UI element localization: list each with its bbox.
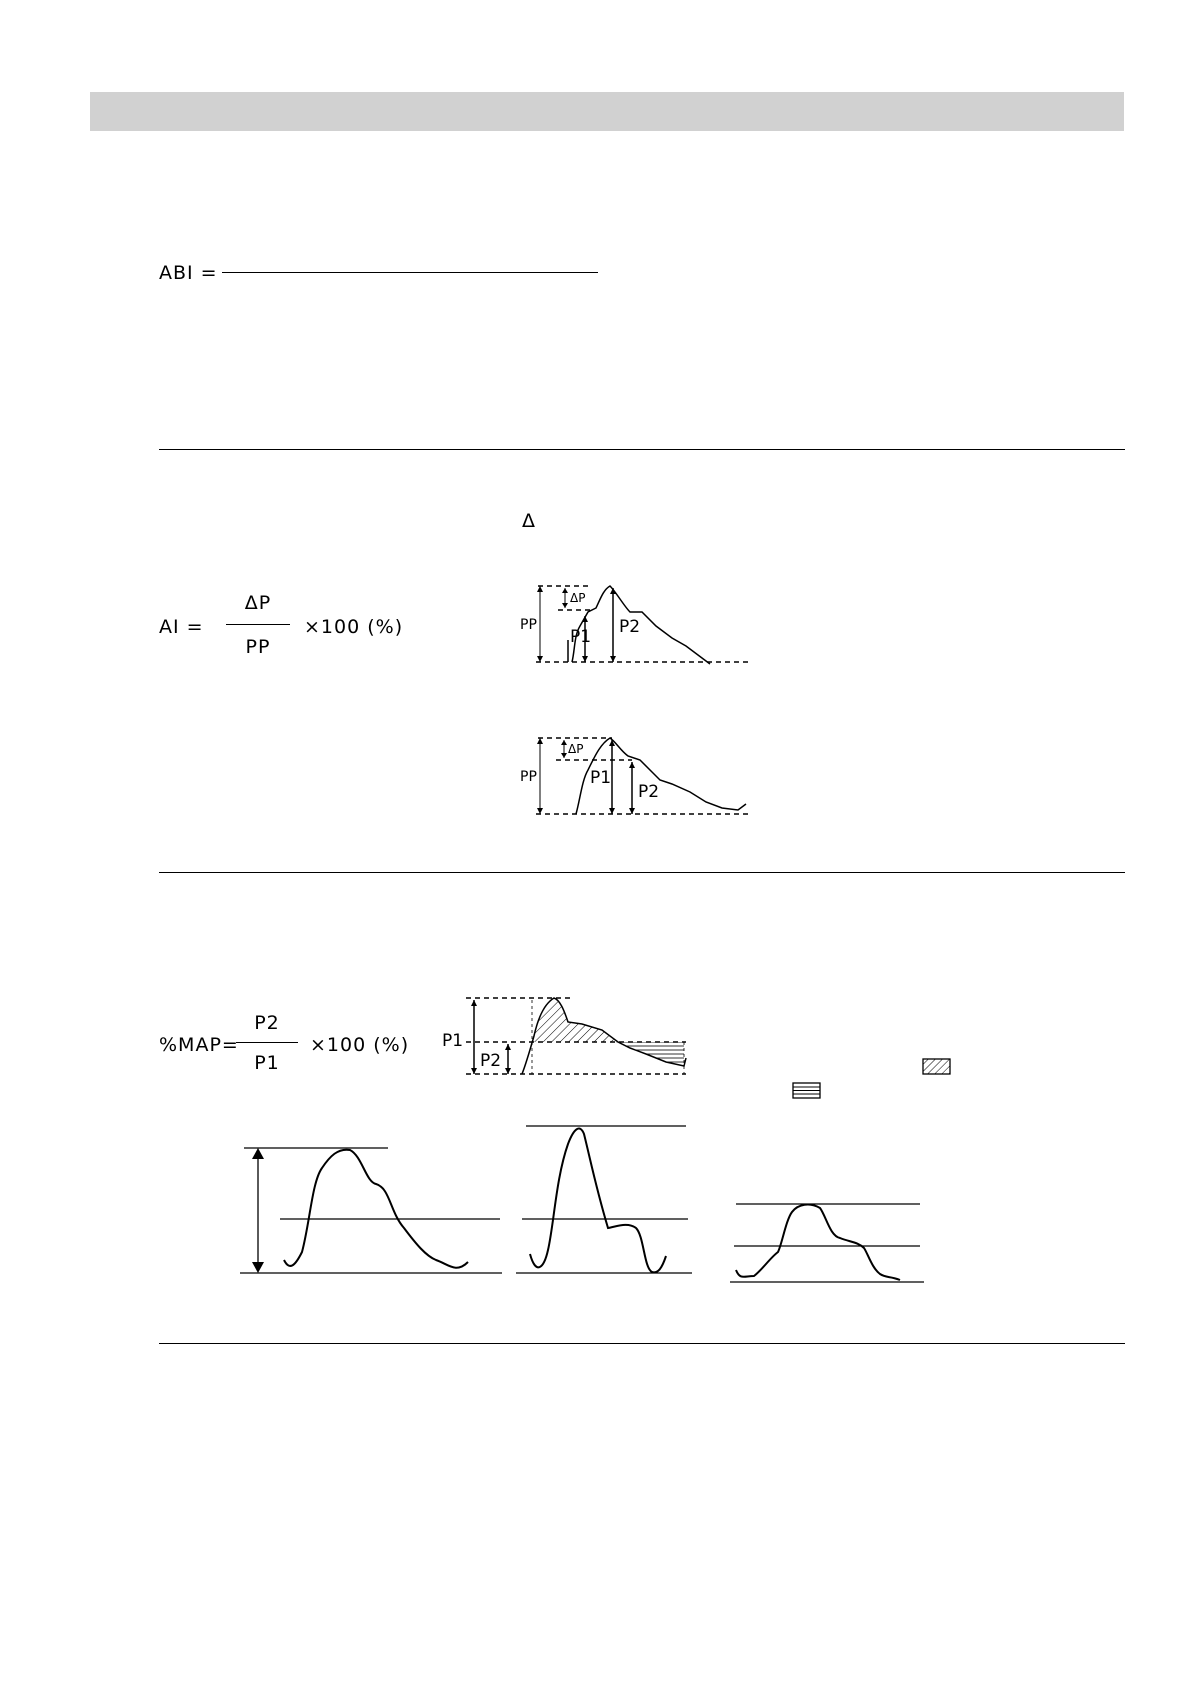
delta-symbol: Δ <box>522 510 536 532</box>
map-fig-p2-label: P2 <box>480 1051 502 1071</box>
diagonal-hatch-legend-icon <box>922 1058 952 1076</box>
fig1-pp-label: PP <box>520 617 537 633</box>
ai-label: AI = <box>159 616 204 638</box>
fig2-p1-label: P1 <box>590 768 612 788</box>
ai-waveform-figure-2 <box>520 730 760 820</box>
waveform-pattern-normal <box>238 1112 508 1282</box>
fig1-p1-label: P1 <box>570 627 592 647</box>
horizontal-hatch-legend-icon <box>792 1082 822 1100</box>
section-divider-1 <box>159 449 1125 450</box>
waveform-pattern-flat <box>726 1192 926 1286</box>
map-waveform-figure <box>440 992 700 1082</box>
section-divider-3 <box>159 1343 1125 1344</box>
ai-waveform-figure-1 <box>520 578 760 668</box>
fig1-dp-label: ΔP <box>570 591 586 605</box>
map-numerator: P2 <box>254 1012 280 1034</box>
ai-denominator: PP <box>245 636 271 658</box>
map-denominator: P1 <box>254 1052 280 1074</box>
abi-fraction-line <box>222 272 598 273</box>
section-divider-2 <box>159 872 1125 873</box>
ai-multiplier: ×100 (%) <box>304 616 404 638</box>
fig2-pp-label: PP <box>520 769 537 785</box>
map-label: %MAP= <box>159 1034 239 1056</box>
fig2-dp-label: ΔP <box>568 742 584 756</box>
map-multiplier: ×100 (%) <box>310 1034 410 1056</box>
header-bar <box>90 92 1124 131</box>
map-fraction-line <box>236 1042 298 1043</box>
fig2-p2-label: P2 <box>638 782 660 802</box>
map-fig-p1-label: P1 <box>442 1031 464 1051</box>
ai-numerator: ΔP <box>244 592 272 614</box>
abi-label: ABI = <box>159 262 218 284</box>
fig1-p2-label: P2 <box>619 617 641 637</box>
waveform-pattern-peaked <box>512 1118 692 1284</box>
ai-fraction-line <box>226 624 290 625</box>
